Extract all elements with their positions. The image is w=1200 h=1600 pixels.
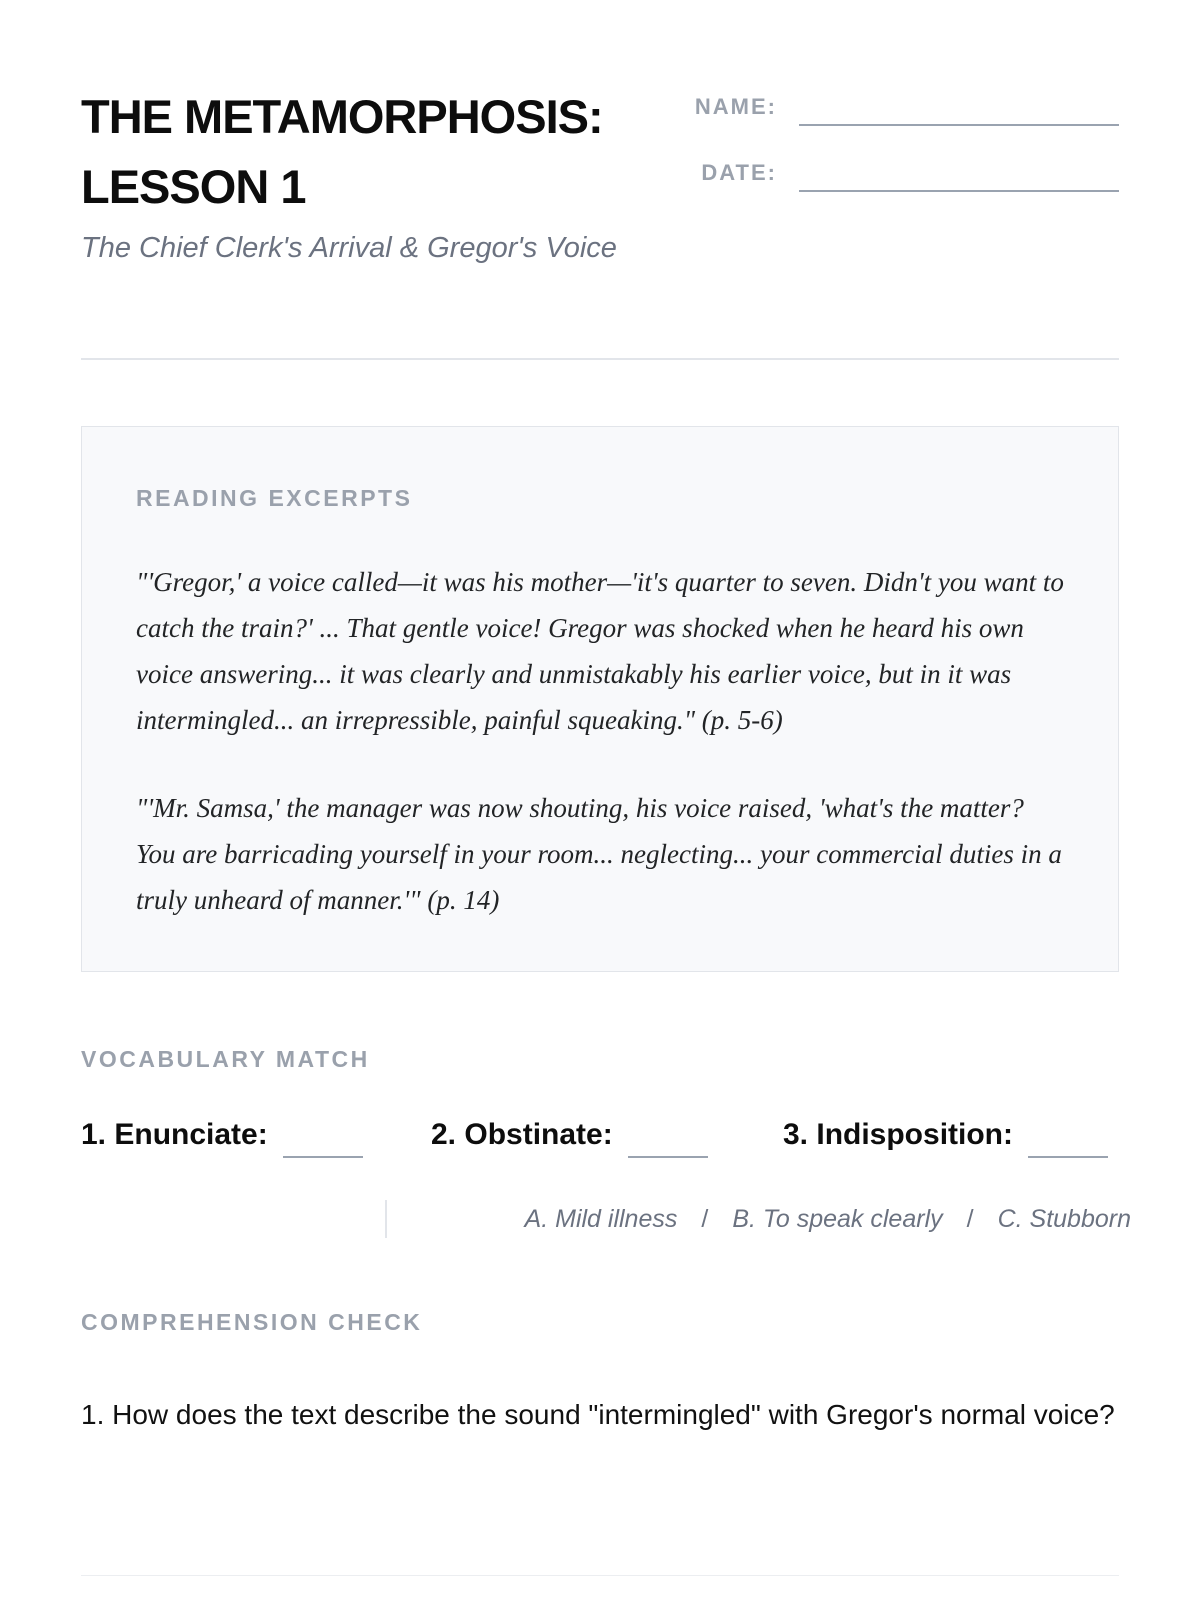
reading-excerpts-box	[81, 426, 1119, 972]
comprehension-question: 1. How does the text describe the sound "intermingled" with Gregor's normal voice?	[81, 1399, 1115, 1430]
comprehension-check-heading: COMPREHENSION CHECK	[81, 1309, 423, 1335]
vocab-term	[81, 1116, 363, 1154]
page-subtitle: The Chief Clerk's Arrival & Gregor's Voice	[81, 232, 617, 264]
excerpt-quote: "'Gregor,' a voice called—it was his mother—'it's quarter to seven. Didn't you want to catch the train?' ... That gentle voice! Gregor was shocked when he heard his own voice answering... it was clearly and unmistakably his earlier voice, but in it was intermingled... an irrepressible, painful squeaking." (p. 5-6)	[136, 567, 1064, 735]
excerpt-quote: "'Mr. Samsa,' the manager was now shouting, his voice raised, 'what's the matter? You are barricading yourself in your room... neglecting... your commercial duties in a truly unheard of manner.'" (p. 14)	[136, 793, 1062, 915]
date-field-row	[687, 158, 1119, 188]
vocab-term	[783, 1116, 1108, 1154]
vocabulary-terms-row	[81, 1116, 1119, 1156]
reading-excerpts-heading: READING EXCERPTS	[136, 485, 413, 511]
option-separator: /	[966, 1204, 974, 1233]
answer-line[interactable]	[81, 1575, 1119, 1576]
page-title: THE METAMORPHOSIS: LESSON 1	[81, 90, 603, 213]
vocab-answer-blank[interactable]	[283, 1156, 363, 1158]
vocab-answer-blank[interactable]	[628, 1156, 708, 1158]
name-field-row	[687, 92, 1119, 122]
vocab-answer-blank[interactable]	[1028, 1156, 1108, 1158]
name-label: NAME:	[694, 94, 777, 119]
vocab-term-label: 2. Obstinate:	[431, 1118, 613, 1151]
vocab-term-label: 1. Enunciate:	[81, 1118, 268, 1151]
vocab-option: C. Stubborn	[997, 1204, 1131, 1233]
name-blank-line[interactable]	[799, 124, 1119, 126]
date-label: DATE:	[701, 160, 777, 185]
date-blank-line[interactable]	[799, 190, 1119, 192]
vocab-term	[431, 1116, 708, 1154]
vocabulary-options-row	[385, 1200, 1131, 1238]
vocab-option: B. To speak clearly	[732, 1204, 943, 1233]
worksheet-header	[81, 76, 1119, 360]
vocabulary-match-heading: VOCABULARY MATCH	[81, 1046, 370, 1072]
option-separator: /	[701, 1204, 709, 1233]
vocab-term-label: 3. Indisposition:	[783, 1118, 1013, 1151]
vocab-option: A. Mild illness	[524, 1204, 678, 1233]
